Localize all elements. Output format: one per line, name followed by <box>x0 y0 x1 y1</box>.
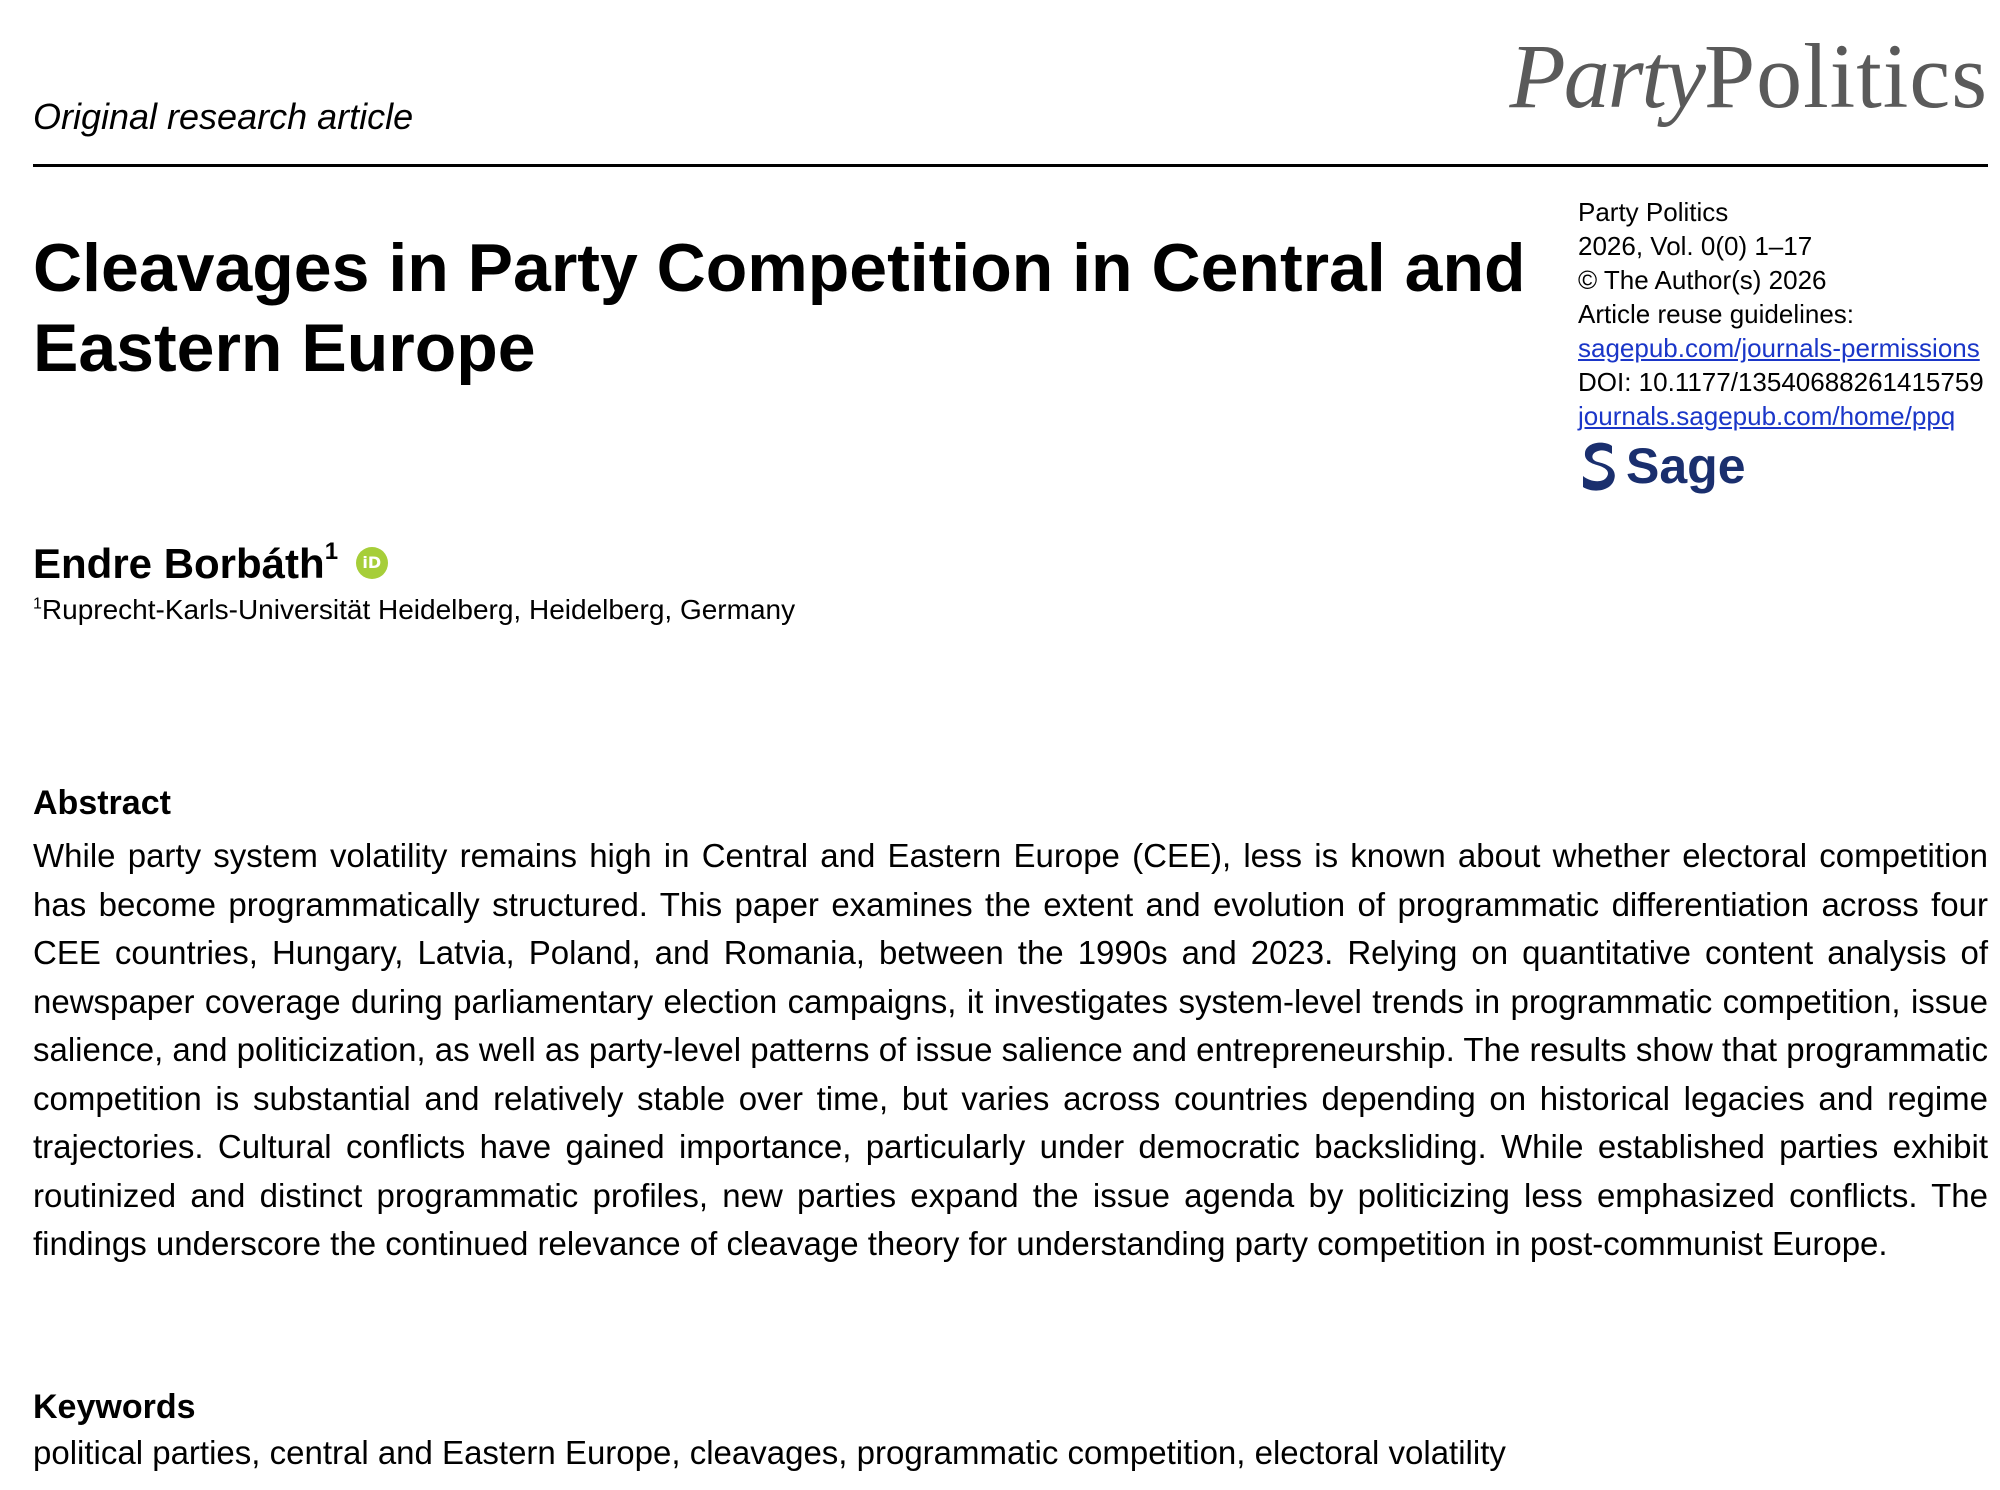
sage-s-icon <box>1578 440 1618 492</box>
abstract-heading: Abstract <box>33 784 171 822</box>
sage-logo <box>1578 440 1746 492</box>
journal-logo <box>1509 25 1988 127</box>
copyright: © The Author(s) 2026 <box>1578 265 1827 295</box>
header-divider <box>33 164 1988 167</box>
author-affiliation-marker: 1 <box>324 538 339 565</box>
volume-info: 2026, Vol. 0(0) 1–17 <box>1578 231 1813 261</box>
author-line <box>33 540 388 588</box>
doi: DOI: 10.1177/13540688261415759 <box>1578 367 1984 397</box>
journal-name: Party Politics <box>1578 197 1729 227</box>
journal-logo-politics: Politics <box>1703 25 1988 127</box>
article-title: Cleavages in Party Competition in Central and Eastern Europe <box>33 230 1526 386</box>
author-affiliation <box>33 594 795 626</box>
journal-homepage-link[interactable]: journals.sagepub.com/home/ppq <box>1578 401 1956 431</box>
keywords-heading: Keywords <box>33 1388 196 1426</box>
author-name: Endre Borbáth <box>33 540 325 587</box>
article-metadata <box>1578 195 1998 433</box>
permissions-link[interactable]: sagepub.com/journals-permissions <box>1578 333 1980 363</box>
keywords-text: political parties, central and Eastern Europe, cleavages, programmatic competition, electoral volatility <box>33 1434 1506 1471</box>
orcid-icon[interactable]: iD <box>356 547 388 579</box>
reuse-label: Article reuse guidelines: <box>1578 299 1855 329</box>
journal-logo-party: Party <box>1509 25 1704 127</box>
article-type-label: Original research article <box>33 96 414 137</box>
sage-wordmark: Sage <box>1626 438 1746 494</box>
affiliation-marker: 1 <box>33 595 42 613</box>
affiliation-text: Ruprecht-Karls-Universität Heidelberg, Heidelberg, Germany <box>41 594 796 625</box>
abstract-text: While party system volatility remains high in Central and Eastern Europe (CEE), less is known about whether electoral competition has become programmatically structured. This paper examines the extent and evolution of programmatic differentiation across four CEE countries, Hungary, Latvia, Poland, and Romania, between the 1990s and 2023. Relying on quantitative content analysis of newspaper coverage during parliamentary election campaigns, it investigates system-level trends in programmatic competition, issue salience, and politicization, as well as party-level patterns of issue salience and entrepreneurship. The results show that programmatic competition is substantial and relatively stable over time, but varies across countries depending on historical legacies and regime trajectories. Cultural conflicts have gained importance, particularly under democratic backsliding. While established parties exhibit routinized and distinct programmatic profiles, new parties expand the issue agenda by politicizing less emphasized conflicts. The findings underscore the continued relevance of cleavage theory for understanding party competition in post-communist Europe. <box>33 837 1988 1262</box>
